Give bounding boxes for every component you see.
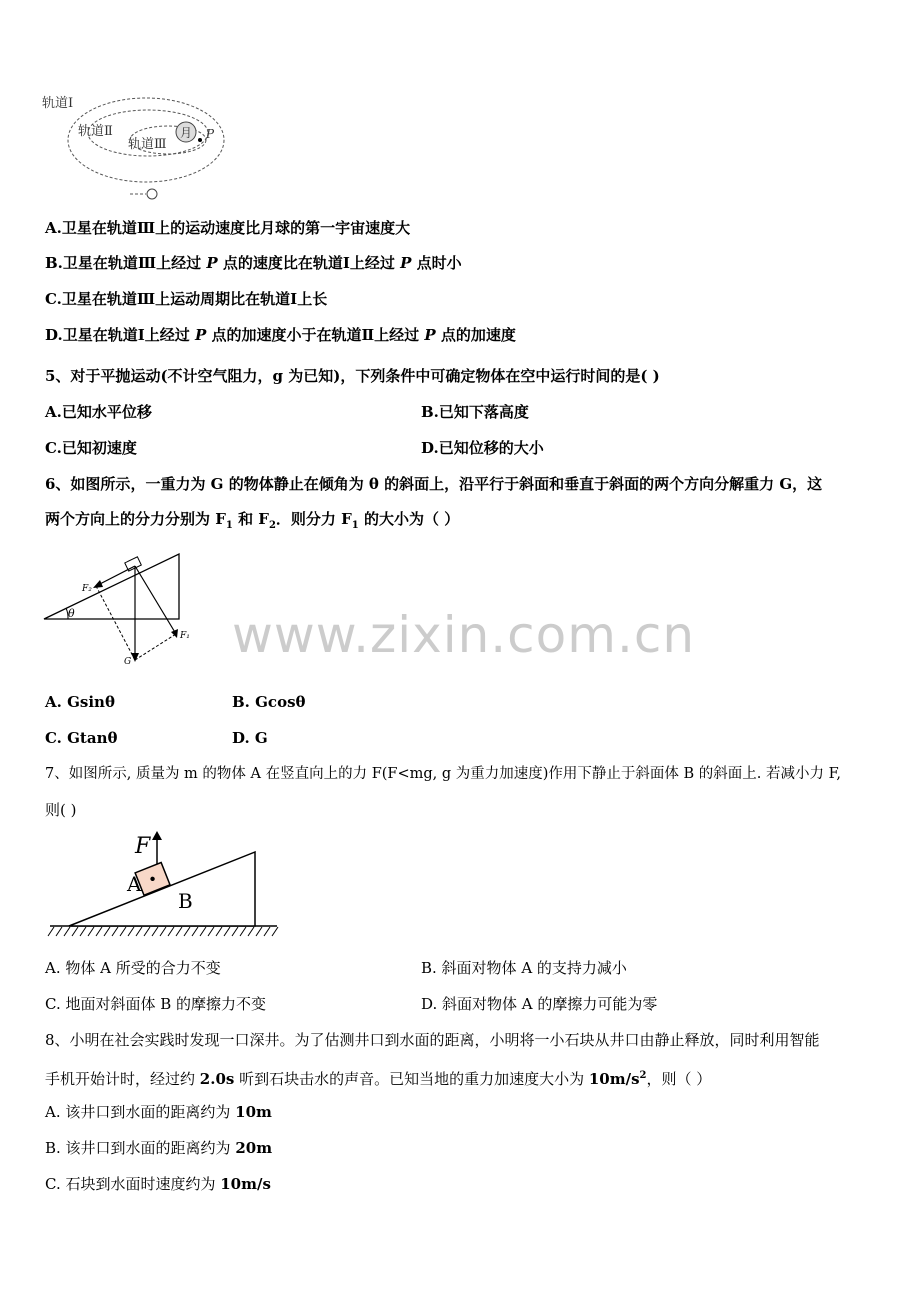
q6-stem-part-d: 的大小为（ ） <box>358 510 460 528</box>
q4-option-b-prefix: B. <box>45 254 63 272</box>
moon-label: 月 <box>180 126 193 140</box>
q4-option-d-text3: 点的加速度 <box>435 326 516 344</box>
point-p-dot <box>198 138 202 142</box>
force-f-arrowhead <box>152 831 162 840</box>
q6-option-d: D. G <box>232 729 268 747</box>
q4-option-d-text2: 点的加速度小于在轨道Ⅱ上经过 <box>206 326 425 344</box>
orbit-3-label: 轨道Ⅲ <box>128 137 167 152</box>
q4-option-b-text2: 点的速度比在轨道Ⅰ上经过 <box>217 254 401 272</box>
q8-stem-part-b: 听到石块击水的声音。已知当地的重力加速度大小为 <box>234 1070 589 1088</box>
q4-option-b <box>45 253 462 273</box>
q7-option-c: C. 地面对斜面体 B 的摩擦力不变 <box>45 995 267 1013</box>
q6-sub-2: 2 <box>268 520 276 531</box>
satellite-circle <box>147 189 157 199</box>
q8-option-c-value: 10m/s <box>220 1175 271 1193</box>
q7-option-a: A. 物体 A 所受的合力不变 <box>45 959 221 977</box>
block-incline-figure <box>45 828 280 943</box>
q4-option-a-prefix: A. <box>45 219 62 237</box>
q8-option-a <box>45 1102 272 1122</box>
block-on-incline <box>125 557 142 571</box>
incline-force-figure <box>38 548 198 673</box>
force-f2-arrow <box>96 566 135 586</box>
q6-stem-part-b: 和 F <box>232 510 269 528</box>
q5-option-b: B.已知下落高度 <box>421 403 529 421</box>
force-f1-arrow <box>135 566 176 634</box>
q6-sub-3: 1 <box>351 520 359 531</box>
parallelogram-dash-2 <box>135 634 176 660</box>
q6-option-c: C. Gtanθ <box>45 729 118 747</box>
q4-option-d-p1: P <box>194 326 207 344</box>
q4-option-a-text: 卫星在轨道Ⅲ上的运动速度比月球的第一宇宙速度大 <box>61 219 411 237</box>
q4-option-d <box>45 325 516 345</box>
orbit-1-label: 轨道Ⅰ <box>42 96 74 111</box>
q4-option-d-p2: P <box>424 326 436 344</box>
q5-stem: 5、对于平抛运动(不计空气阻力，g 为已知)，下列条件中可确定物体在空中运行时间的是( ) <box>45 367 660 385</box>
q4-option-b-p1: P <box>206 254 218 272</box>
label-f: F <box>135 834 151 859</box>
q8-time-value: 2.0s <box>199 1070 235 1088</box>
q4-option-c-text: 卫星在轨道Ⅲ上运动周期比在轨道Ⅰ上长 <box>61 290 328 308</box>
label-g: G <box>124 657 132 667</box>
q8-option-a-text: A. 该井口到水面的距离约为 <box>45 1103 236 1121</box>
q6-stem-line1: 6、如图所示，一重力为 G 的物体静止在倾角为 θ 的斜面上，沿平行于斜面和垂直于斜面的两个方向分解重力 G，这 <box>45 475 823 493</box>
q6-option-b: B. Gcosθ <box>232 693 306 711</box>
q8-g-sup: 2 <box>639 1070 647 1081</box>
q8-stem-line1: 8、小明在社会实践时发现一口深井。为了估测井口到水面的距离，小明将一小石块从井口由静止释放，同时利用智能 <box>45 1031 820 1049</box>
orbit-2-label: 轨道Ⅱ <box>78 124 113 139</box>
label-f1: F₁ <box>180 631 190 641</box>
q8-option-b <box>45 1138 272 1158</box>
watermark: www.zixin.com.cn <box>232 606 696 664</box>
q5-option-a: A.已知水平位移 <box>45 403 152 421</box>
label-b: B <box>178 889 193 913</box>
q8-stem-part-a: 手机开始计时，经过约 <box>45 1070 200 1088</box>
force-f1-arrowhead <box>171 629 178 638</box>
q4-option-b-text3: 点时小 <box>411 254 462 272</box>
q8-option-b-value: 20m <box>235 1139 273 1157</box>
q8-option-b-text: B. 该井口到水面的距离约为 <box>45 1139 236 1157</box>
q8-stem-line2 <box>45 1066 711 1089</box>
q7-option-b: B. 斜面对物体 A 的支持力减小 <box>421 959 627 977</box>
q8-stem-part-c: ，则（ ） <box>646 1070 712 1088</box>
q6-stem-part-c: ．则分力 F <box>275 510 352 528</box>
q6-sub-1: 1 <box>225 520 233 531</box>
orbit-figure <box>38 88 238 203</box>
label-a: A <box>127 872 142 896</box>
q7-option-d: D. 斜面对物体 A 的摩擦力可能为零 <box>421 995 658 1013</box>
q8-g-value: 10m/s <box>588 1070 640 1088</box>
ground-hatching <box>48 927 278 936</box>
q7-stem-line2: 则( ) <box>45 801 77 819</box>
q5-option-d: D.已知位移的大小 <box>421 439 544 457</box>
force-f2-arrowhead <box>93 580 103 588</box>
q8-option-a-value: 10m <box>235 1103 272 1121</box>
q4-option-d-text1: 卫星在轨道Ⅰ上经过 <box>62 326 195 344</box>
q8-option-c <box>45 1174 271 1194</box>
q7-stem-line1: 7、如图所示, 质量为 m 的物体 A 在竖直向上的力 F(F<mg, g 为重力加速度)作用下静止于斜面体 B 的斜面上. 若减小力 F, <box>45 766 842 782</box>
label-f2: F₂ <box>82 584 92 594</box>
q6-stem-line2 <box>45 509 459 536</box>
q4-option-a <box>45 218 410 238</box>
q4-option-d-prefix: D. <box>45 326 63 344</box>
q8-option-c-text: C. 石块到水面时速度约为 <box>45 1175 221 1193</box>
q5-option-c: C.已知初速度 <box>45 439 137 457</box>
q6-option-a: A. Gsinθ <box>45 693 115 711</box>
incline-triangle <box>44 554 179 619</box>
label-theta: θ <box>68 607 75 620</box>
parallelogram-dash-1 <box>96 586 135 660</box>
q6-stem-part-a: 两个方向上的分力分别为 F <box>45 510 226 528</box>
q4-option-b-text1: 卫星在轨道Ⅲ上经过 <box>62 254 207 272</box>
q4-option-b-p2: P <box>400 254 412 272</box>
point-p-label: P <box>206 127 215 141</box>
q4-option-c <box>45 289 327 309</box>
q4-option-c-prefix: C. <box>45 290 62 308</box>
